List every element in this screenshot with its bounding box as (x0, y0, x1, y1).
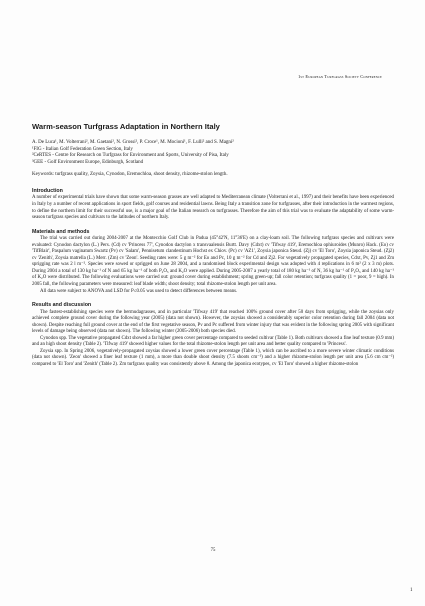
results-paragraph: Cynodon spp. The vegetative propagated Cdxt showed a far higher green cover percentage compared to seeded cultivar (Table 1). Both cultivars showed a fine leaf texture (0.9 mm) and an high shoot density (Table 2). 'Tifway 419' showed higher values for the total rhizome-stolon length per unit area and better quality compared to 'Princess'. (32, 335, 394, 348)
results-paragraph: The fastest-establishing species were the bermudagrasses, and in particular 'Tifway 419' that reached 100% ground cover after 50 days from sprigging, while the zoysias only achieved complete ground cover during the following year (2005) (data not shown). However, the zoysias showed a considerably superior color retention during fall 2004 (data not shown). Despite reaching full ground cover at the end of the first vegetative season, Pv and Pc suffered from winter injury that was evident in the following spring 2005 with significant levels of damage being observed (data not shown). The following winter (2005-2006) both species died. (32, 309, 394, 335)
introduction-heading: Introduction (32, 187, 63, 194)
paper-title: Warm-season Turfgrass Adaptation in Northern Italy (32, 122, 220, 131)
keywords: Keywords: turfgrass quality, Zoysia, Cynodon, Eremochloa, shoot density, rhizome-stolon length. (32, 172, 228, 178)
materials-section (32, 229, 394, 295)
page-number: 75 (210, 548, 216, 553)
affiliation-2: ²CeRTES - Centre for Research on Turfgrass for Environment and Sports, University of Pisa, Italy (32, 153, 229, 159)
results-heading: Results and discussion (32, 302, 92, 309)
results-section (32, 302, 394, 368)
author-list: A. De Luca¹, M. Volterrani², M. Gaetani², N. Grossi², P. Croce¹, M. Mocioni¹, F. Lulli² and S. Magni² (32, 140, 234, 145)
article-body (32, 122, 394, 369)
materials-paragraph: All data were subject to ANOVA and LSD for P≤0.05 was used to detect differences between means. (40, 288, 238, 294)
materials-paragraph: The trial was carried out during 2004-2007 at the Montecchio Golf Club in Padua (45°42'N, 11°36'E) on a clay-loam soil. The following turfgrass species and cultivars were evaluated: Cynodon dactylon (L.) Pers. (Cd) cv 'Princess 77', Cynodon dactylon x transvaalensis Burtt. Davy (Cdxt) cv 'Tifway 419', Eremochloa ophiuroides (Munro) Hack. (Eo) cv 'TifBlair', Paspalum vaginatum Swartz (Pv) cv 'Salam', Pennisetum clandestinum Hochst ex Chiov. (Pc) cv 'AZ1', Zoysia japonica Steud. (Zj) cv 'El Toro', Zoysia japonica Steud. (Zj2) cv 'Zenith', Zoysia matrella (L.) Merr. (Zm) cv 'Zeon'. Seeding rates were: 5 g m⁻² for Eo and Pc, 10 g m⁻² for Cd and Zj2. For vegetatively propagated species, Cdxt, Pv, Zj1 and Zm sprigging rate was 2 l m⁻². Species were sowed or sprigged on June 28 2004, and a randomised block experimental design was adopted with 4 replications in 6 m² (2 x 3 m) plots. During 2004 a total of 130 kg ha⁻¹ of N and 65 kg ha⁻¹ of both P₂O₅ and K₂O were applied. During 2005-2007 a yearly total of 180 kg ha⁻¹ of N, 36 kg ha⁻¹ of P₂O₅ and 140 kg ha⁻¹ of K₂O were distributed. The following evaluations were carried out: ground cover during establishment; spring green-up; fall color retention; turfgrass quality (1 = poor, 9 = high). In 2005 fall, the following parameters were measured: leaf blade width; shoot density; total rhizome-stolon length per unit area. (32, 236, 394, 287)
introduction-section (32, 188, 394, 222)
materials-heading: Materials and methods (32, 228, 90, 235)
affiliation-1: ¹FIG - Italian Golf Federation Green Section, Italy (32, 146, 133, 152)
corner-page-index: 1 (410, 588, 413, 593)
conference-header: 1st European Turfgrass Society Conference (298, 74, 382, 79)
introduction-paragraph: A number of experimental trials have shown that some warm-season grasses are well adapted to Mediterranean climate (Volterrani et al., 1997) and their benefits have been experienced in Italy by a number of recent applications in sport fields, golf courses and residential lawns. Being Italy a transition zone for turfgrasses, after their introduction in the warmest regions, to define the northern limit for their successful use, is a major goal of the Italian research on turfgrasses. Therefore the aim of this trial was to evaluate the adaptability of some warm-season turfgrass species and cultivars to the latitudes of northern Italy. (32, 195, 394, 221)
affiliation-3: ³GEE - Golf Environment Europe, Edinburgh, Scotland (32, 159, 144, 165)
results-paragraph: Zoysia spp. In Spring 2006, vegetatively-propagated zoysias showed a lower green cover percentage (Table 1), which can be ascribed to a more severe winter climatic conditions (data not shown). 'Zeon' showed a finer leaf texture (1 mm), a more than double shoot density (7.5 shoots cm⁻²) and a higher rhizome-stolon length per unit area (5.6 cm cm⁻²) compared to 'El Toro' and 'Zenith' (Table 2). Zm turfgrass quality was consistently above 8. Among the japonica ecotypes, cv 'El Toro' showed a higher rhizome-stolon (32, 348, 394, 367)
